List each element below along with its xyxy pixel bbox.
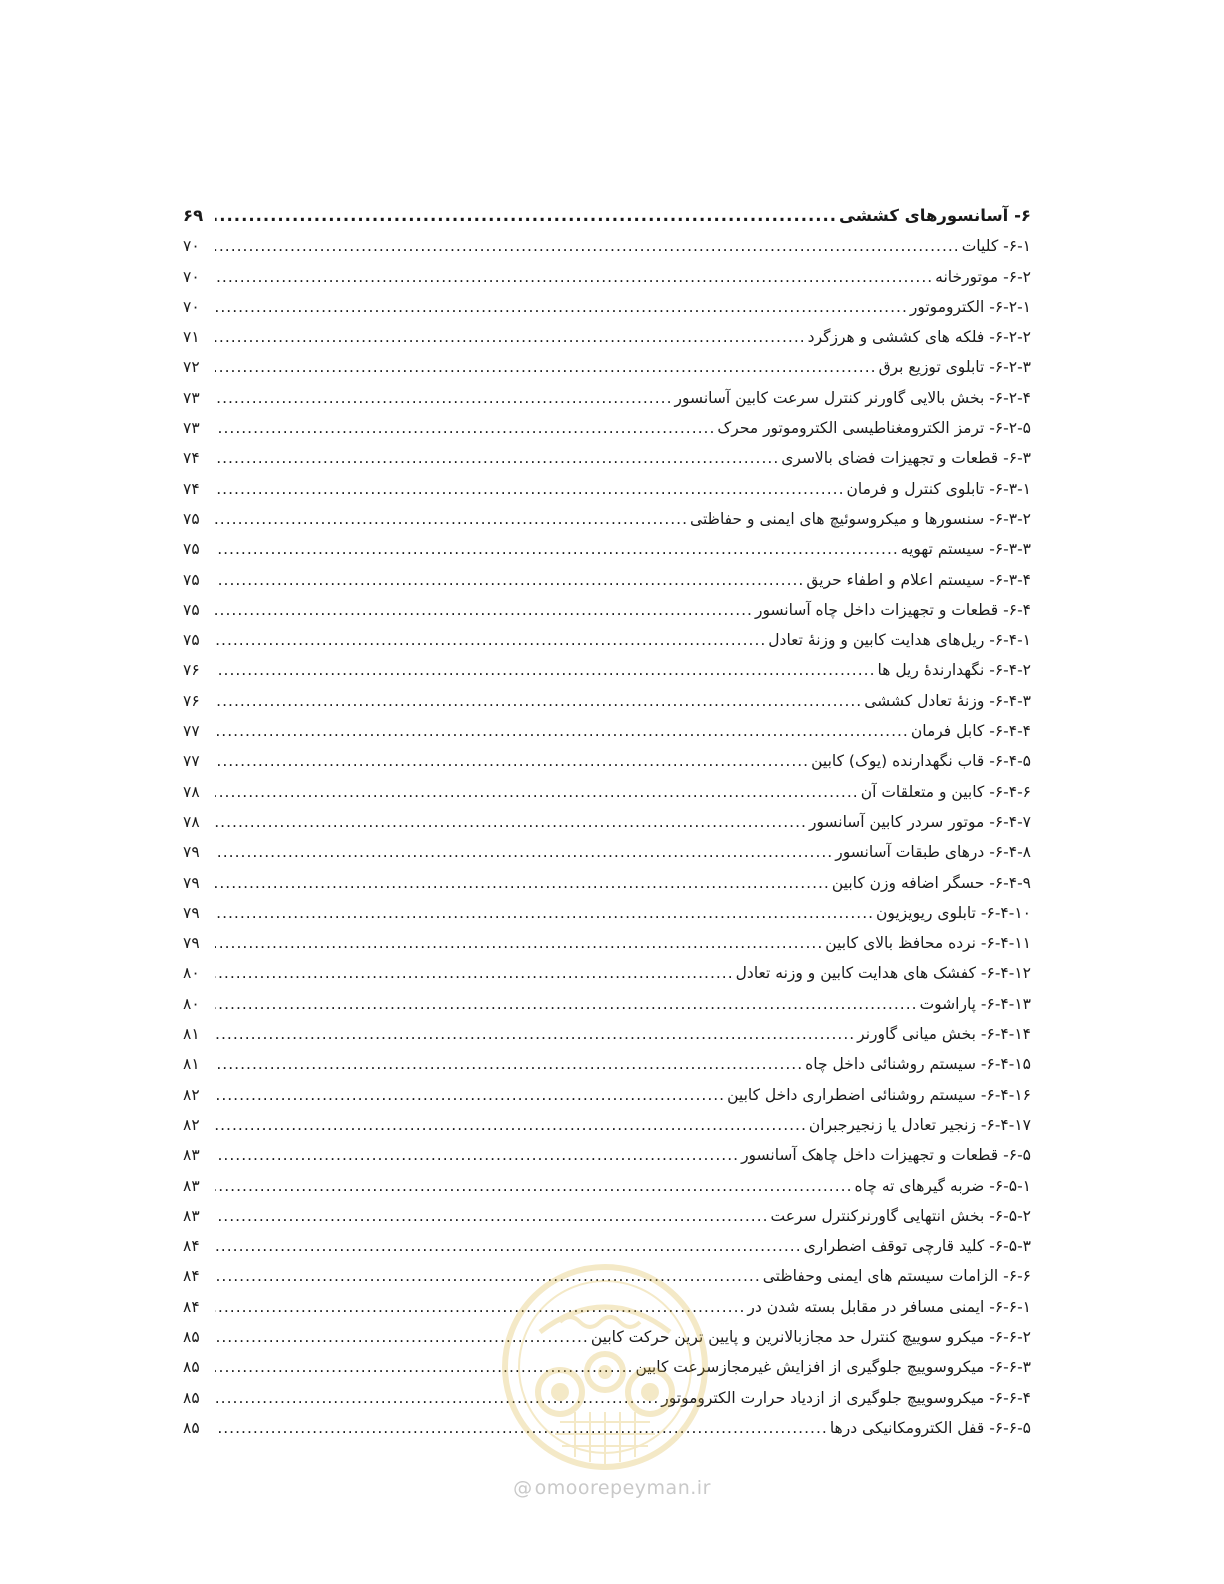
toc-entry-page-number: ۸۴: [183, 1297, 200, 1316]
toc-entry-page-number: ۷۱: [183, 328, 200, 347]
toc-entry: [183, 1261, 1031, 1291]
toc-entry-page-number: ۷۵: [183, 509, 200, 528]
toc-leader-dots: [215, 1171, 853, 1201]
toc-entry: [183, 1231, 1031, 1261]
toc-entry: [183, 383, 1031, 413]
toc-entry-page-number: ۷۰: [183, 297, 200, 316]
toc-entry: [183, 201, 1031, 231]
at-icon: @: [513, 1477, 533, 1499]
toc-entry-page-number: ۸۵: [183, 1358, 200, 1377]
toc-entry-title: ۶-۵-۲- بخش انتهایی گاورنرکنترل سرعت: [770, 1206, 1031, 1225]
toc-entry-title: ۶-۴-۶- کابین و متعلقات آن: [860, 782, 1031, 801]
toc-entry: [183, 958, 1031, 988]
toc-entry-page-number: ۸۵: [183, 1388, 200, 1407]
toc-entry: [183, 1140, 1031, 1170]
toc-entry-page-number: ۷۸: [183, 812, 200, 831]
toc-leader-dots: [215, 837, 833, 867]
toc-entry-title: ۶-۴-۷- موتور سردر کابین آسانسور: [808, 812, 1031, 831]
toc-entry: [183, 1383, 1031, 1413]
toc-entry-title: ۶-۳- قطعات و تجهیزات فضای بالاسری: [781, 449, 1031, 468]
toc-entry-title: ۶-۴-۲- نگهدارندهٔ ریل ها: [877, 661, 1031, 680]
toc-entry-page-number: ۸۳: [183, 1206, 200, 1225]
toc-entry-title: ۶-۲-۳- تابلوی توزیع برق: [878, 358, 1031, 377]
toc-leader-dots: [215, 322, 806, 352]
toc-entry: [183, 716, 1031, 746]
toc-entry: [183, 837, 1031, 867]
toc-entry-title: ۶-۵- قطعات و تجهیزات داخل چاهک آسانسور: [741, 1146, 1031, 1165]
toc-leader-dots: [215, 868, 830, 898]
toc-entry-title: ۶-۴-۱۵- سیستم روشنائی داخل چاه: [805, 1055, 1031, 1074]
toc-entry-page-number: ۸۴: [183, 1267, 200, 1286]
toc-entry: [183, 322, 1031, 352]
toc-leader-dots: [215, 686, 862, 716]
toc-leader-dots: [215, 1201, 769, 1231]
table-of-contents: [183, 201, 1031, 1443]
toc-leader-dots: [215, 777, 859, 807]
toc-entry: [183, 595, 1031, 625]
toc-entry: [183, 777, 1031, 807]
toc-entry-title: ۶-۶-۲- میکرو سوییچ کنترل حد مجازبالانرین و پایین ترین حرکت کابین: [590, 1327, 1031, 1346]
toc-entry: [183, 1413, 1031, 1443]
toc-leader-dots: [215, 1080, 725, 1110]
toc-entry-page-number: ۷۲: [183, 358, 200, 377]
toc-leader-dots: [215, 262, 933, 292]
toc-leader-dots: [215, 565, 804, 595]
toc-leader-dots: [215, 1140, 739, 1170]
toc-entry-title: ۶-۴-۱۰- تابلوی ریویزیون: [876, 903, 1031, 922]
toc-leader-dots: [215, 1049, 803, 1079]
toc-leader-dots: [215, 595, 753, 625]
toc-entry: [183, 443, 1031, 473]
toc-entry: [183, 989, 1031, 1019]
toc-entry-page-number: ۷۶: [183, 661, 200, 680]
toc-entry-page-number: ۸۳: [183, 1146, 200, 1165]
watermark-site: [0, 1477, 1224, 1499]
toc-entry-title: ۶-۲-۵- ترمز الکترومغناطیسی الکتروموتور محرک: [717, 419, 1031, 438]
toc-entry-title: ۶-۴-۳- وزنهٔ تعادل کششی: [864, 691, 1031, 710]
toc-entry: [183, 1080, 1031, 1110]
toc-entry-page-number: ۶۹: [183, 206, 204, 225]
toc-leader-dots: [215, 1110, 807, 1140]
toc-entry: [183, 686, 1031, 716]
toc-entry: [183, 292, 1031, 322]
toc-leader-dots: [215, 1231, 802, 1261]
toc-entry: [183, 807, 1031, 837]
toc-entry-page-number: ۸۲: [183, 1115, 200, 1134]
toc-leader-dots: [215, 655, 876, 685]
toc-entry: [183, 655, 1031, 685]
toc-leader-dots: [215, 1413, 828, 1443]
toc-entry-page-number: ۷۴: [183, 479, 200, 498]
toc-entry-page-number: ۷۳: [183, 388, 200, 407]
toc-entry-title: ۶-۴-۱- ریل‌های هدایت کابین و وزنهٔ تعادل: [768, 631, 1031, 650]
toc-entry-title: ۶-۴-۱۲- کفشک های هدایت کابین و وزنه تعادل: [735, 964, 1031, 983]
toc-leader-dots: [215, 1383, 659, 1413]
toc-entry: [183, 231, 1031, 261]
toc-leader-dots: [215, 1352, 633, 1382]
toc-leader-dots: [215, 1322, 589, 1352]
toc-leader-dots: [215, 807, 807, 837]
toc-entry-title: ۶-۶-۳- میکروسوییچ جلوگیری از افزایش غیرمجازسرعت کابین: [635, 1358, 1031, 1377]
toc-entry-page-number: ۸۵: [183, 1418, 200, 1437]
toc-leader-dots: [215, 989, 918, 1019]
toc-entry-title: ۶-۳-۲- سنسورها و میکروسوئیچ های ایمنی و حفاظتی: [690, 509, 1031, 528]
toc-leader-dots: [215, 625, 766, 655]
toc-entry-title: ۶-۴-۱۴- بخش میانی گاورنر: [857, 1025, 1031, 1044]
toc-leader-dots: [215, 413, 715, 443]
toc-entry-title: ۶-۴-۸- درهای طبقات آسانسور: [835, 843, 1031, 862]
toc-entry: [183, 474, 1031, 504]
toc-entry: [183, 1049, 1031, 1079]
toc-leader-dots: [215, 474, 845, 504]
toc-entry: [183, 352, 1031, 382]
toc-entry-page-number: ۷۵: [183, 540, 200, 559]
toc-entry: [183, 504, 1031, 534]
toc-entry-title: ۶-۲- موتورخانه: [935, 267, 1031, 286]
toc-leader-dots: [215, 201, 837, 231]
toc-leader-dots: [215, 443, 779, 473]
toc-leader-dots: [215, 898, 874, 928]
toc-entry-title: ۶-۴-۵- قاب نگهدارنده (یوک) کابین: [811, 752, 1031, 771]
toc-entry-title: ۶-۴-۹- حسگر اضافه وزن کابین: [831, 873, 1031, 892]
toc-entry: [183, 1352, 1031, 1382]
toc-entry-page-number: ۷۷: [183, 752, 200, 771]
toc-entry-page-number: ۸۰: [183, 964, 200, 983]
toc-entry-title: ۶-۴-۴- کابل فرمان: [910, 722, 1031, 741]
toc-entry-page-number: ۸۳: [183, 1176, 200, 1195]
toc-entry: [183, 565, 1031, 595]
toc-leader-dots: [215, 352, 877, 382]
toc-entry-title: ۶-۳-۴- سیستم اعلام و اطفاء حریق: [806, 570, 1031, 589]
toc-entry-title: ۶-۴- قطعات و تجهیزات داخل چاه آسانسور: [754, 600, 1031, 619]
toc-entry: [183, 928, 1031, 958]
toc-leader-dots: [215, 534, 899, 564]
toc-entry-title: ۶-۳-۳- سیستم تهویه: [900, 540, 1031, 559]
toc-leader-dots: [215, 292, 908, 322]
toc-entry-title: ۶-۶-۱- ایمنی مسافر در مقابل بسته شدن در: [747, 1297, 1031, 1316]
toc-entry-page-number: ۷۹: [183, 934, 200, 953]
toc-entry-title: ۶-۳-۱- تابلوی کنترل و فرمان: [846, 479, 1031, 498]
toc-entry-page-number: ۸۱: [183, 1025, 200, 1044]
toc-entry-page-number: ۷۵: [183, 570, 200, 589]
toc-entry-title: ۶-۲-۱- الکتروموتور: [909, 297, 1031, 316]
toc-entry-page-number: ۷۵: [183, 600, 200, 619]
toc-entry-page-number: ۷۹: [183, 873, 200, 892]
toc-entry: [183, 746, 1031, 776]
toc-entry-page-number: ۷۵: [183, 631, 200, 650]
toc-entry-page-number: ۷۷: [183, 722, 200, 741]
toc-entry: [183, 1171, 1031, 1201]
toc-entry-page-number: ۷۰: [183, 237, 200, 256]
toc-leader-dots: [215, 383, 673, 413]
toc-entry-page-number: ۸۱: [183, 1055, 200, 1074]
toc-entry: [183, 625, 1031, 655]
toc-entry-title: ۶-۶-۴- میکروسوییچ جلوگیری از ازدیاد حرارت الکتروموتور: [661, 1388, 1031, 1407]
toc-leader-dots: [215, 928, 823, 958]
toc-entry-page-number: ۷۹: [183, 843, 200, 862]
toc-entry-page-number: ۷۳: [183, 419, 200, 438]
toc-entry: [183, 413, 1031, 443]
toc-entry: [183, 1292, 1031, 1322]
toc-entry-title: ۶-۴-۱۶- سیستم روشنائی اضطراری داخل کابین: [727, 1085, 1031, 1104]
toc-entry-page-number: ۷۰: [183, 267, 200, 286]
toc-entry-title: ۶-۴-۱۷- زنجیر تعادل یا زنجیرجبران: [808, 1115, 1031, 1134]
toc-entry-page-number: ۸۰: [183, 994, 200, 1013]
toc-entry-page-number: ۷۴: [183, 449, 200, 468]
toc-entry: [183, 1322, 1031, 1352]
toc-leader-dots: [215, 746, 809, 776]
toc-leader-dots: [215, 231, 960, 261]
toc-leader-dots: [215, 958, 734, 988]
toc-entry: [183, 534, 1031, 564]
toc-entry-title: ۶-۱- کلیات: [961, 237, 1031, 256]
watermark-site-text: omoorepeyman.ir: [534, 1477, 711, 1499]
toc-entry-title: ۶-۵-۳- کلید قارچی توقف اضطراری: [803, 1237, 1031, 1256]
toc-leader-dots: [215, 1292, 745, 1322]
toc-entry-title: ۶-۲-۲- فلکه های کششی و هرزگرد: [807, 328, 1031, 347]
toc-entry-page-number: ۸۲: [183, 1085, 200, 1104]
toc-entry: [183, 898, 1031, 928]
toc-entry-page-number: ۸۵: [183, 1327, 200, 1346]
toc-leader-dots: [215, 1019, 855, 1049]
toc-entry-title: ۶-۵-۱- ضربه گیرهای ته چاه: [854, 1176, 1031, 1195]
toc-entry: [183, 1019, 1031, 1049]
toc-leader-dots: [215, 504, 688, 534]
toc-leader-dots: [215, 1261, 761, 1291]
toc-entry-page-number: ۷۸: [183, 782, 200, 801]
toc-entry-page-number: ۷۶: [183, 691, 200, 710]
toc-entry-title: ۶-۲-۴- بخش بالایی گاورنر کنترل سرعت کابین آسانسور: [674, 388, 1031, 407]
toc-entry: [183, 262, 1031, 292]
toc-entry: [183, 1201, 1031, 1231]
toc-entry: [183, 868, 1031, 898]
toc-entry-title: ۶-۴-۱۳- پاراشوت: [919, 994, 1031, 1013]
toc-entry: [183, 1110, 1031, 1140]
toc-entry-page-number: ۷۹: [183, 903, 200, 922]
toc-entry-title: ۶- آسانسورهای کششی: [839, 206, 1031, 225]
toc-leader-dots: [215, 716, 909, 746]
toc-entry-title: ۶-۶-۵- قفل الکترومکانیکی درها: [829, 1418, 1031, 1437]
toc-entry-page-number: ۸۴: [183, 1237, 200, 1256]
toc-entry-title: ۶-۶- الزامات سیستم های ایمنی وحفاظتی: [762, 1267, 1031, 1286]
toc-entry-title: ۶-۴-۱۱- نرده محافظ بالای کابین: [825, 934, 1031, 953]
